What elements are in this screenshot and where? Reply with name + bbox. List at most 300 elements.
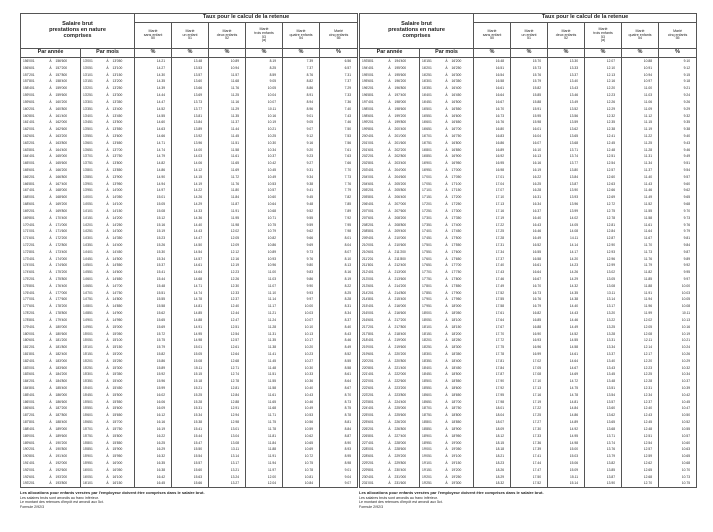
month-sep: À	[106, 440, 109, 445]
table-row	[21, 269, 358, 276]
year-sep: À	[49, 208, 52, 213]
year-to: 163'800	[54, 140, 81, 147]
rate-50: 17.22	[474, 222, 511, 229]
rate-55: 8.55	[320, 358, 358, 365]
rate-53: 13.28	[585, 331, 622, 338]
month-to: 14'300	[111, 228, 135, 235]
rate-53: 11.88	[246, 446, 283, 453]
year-to: 177'000	[54, 290, 81, 297]
month-to: 15'050	[111, 331, 135, 338]
notes-left	[20, 491, 357, 509]
year-to: 159'000	[54, 85, 81, 92]
rate-52: 15.09	[548, 467, 585, 474]
year-from: 219'601	[360, 351, 387, 358]
table-row	[360, 181, 697, 188]
rate-55: 8.28	[320, 296, 358, 303]
year-to: 163'200	[54, 133, 81, 140]
rate-50: 14.55	[135, 113, 172, 120]
rate-50: 16.45	[135, 480, 172, 487]
rate-50: 15.55	[135, 296, 172, 303]
rate-55: 8.46	[320, 337, 358, 344]
rate-55: 7.46	[320, 119, 358, 126]
rate-50: 16.22	[135, 433, 172, 440]
year-from: 220'801	[360, 365, 387, 372]
year-to: 213'600	[393, 276, 420, 283]
rate-53: 13.43	[585, 365, 622, 372]
month-to: 14'900	[111, 310, 135, 317]
rate-52: 11.91	[209, 208, 246, 215]
year-from: 159'601	[21, 99, 48, 106]
table-row	[360, 460, 697, 467]
year-sep: À	[388, 256, 391, 261]
rate-51: 13.73	[172, 99, 209, 106]
rate-50: 14.27	[135, 65, 172, 72]
month-from: 13'351	[81, 106, 105, 113]
rate-51: 15.73	[511, 65, 548, 72]
year-from: 226'801	[360, 433, 387, 440]
month-from: 15'801	[81, 440, 105, 447]
year-to: 226'200	[393, 419, 420, 426]
year-from: 207'001	[360, 208, 387, 215]
rate-50: 17.49	[474, 283, 511, 290]
rate-54: 9.55	[283, 215, 320, 222]
table-row	[360, 446, 697, 453]
rate-51: 16.01	[511, 126, 548, 133]
year-to: 169'200	[54, 201, 81, 208]
rate-52: 13.14	[209, 453, 246, 460]
rate-51: 15.98	[511, 119, 548, 126]
rate-50: 17.04	[474, 181, 511, 188]
year-to: 225'000	[393, 405, 420, 412]
table-row	[360, 467, 697, 474]
year-sep: À	[388, 120, 391, 125]
rate-51: 17.08	[511, 371, 548, 378]
rate-51: 17.30	[511, 426, 548, 433]
rate-55: 10.19	[659, 331, 697, 338]
month-sep: À	[106, 426, 109, 431]
rate-54: 11.96	[622, 303, 659, 310]
year-sep: À	[49, 154, 52, 159]
rate-55: 10.73	[659, 474, 697, 481]
rate-50: 16.02	[135, 392, 172, 399]
rate-53: 13.17	[585, 303, 622, 310]
year-from: 220'201	[360, 358, 387, 365]
month-from: 15'851	[81, 446, 105, 453]
rate-55: 8.64	[320, 378, 358, 385]
month-to: 18'500	[450, 371, 474, 378]
rate-55: 8.84	[320, 426, 358, 433]
rate-50: 14.71	[135, 140, 172, 147]
month-sep: À	[445, 406, 448, 411]
table-row	[21, 174, 358, 181]
year-sep: À	[388, 147, 391, 152]
rate-53: 10.68	[246, 208, 283, 215]
rate-55: 8.37	[320, 317, 358, 324]
rate-52: 11.80	[209, 187, 246, 194]
year-from: 187'801	[21, 419, 48, 426]
rate-53: 12.54	[585, 160, 622, 167]
month-sep: À	[445, 474, 448, 479]
month-to: 16'550	[450, 106, 474, 113]
rate-50: 16.67	[474, 99, 511, 106]
month-sep: À	[445, 161, 448, 166]
year-from: 211'801	[360, 262, 387, 269]
year-from: 230'401	[360, 474, 387, 481]
year-sep: À	[49, 277, 52, 281]
month-to: 13'750	[111, 153, 135, 160]
year-sep: À	[49, 304, 52, 309]
month-from: 17'151	[420, 194, 444, 201]
month-from: 13'401	[81, 113, 105, 120]
rate-53: 10.45	[246, 167, 283, 174]
rate-53: 11.14	[246, 296, 283, 303]
rate-54: 10.36	[283, 378, 320, 385]
rate-51: 13.69	[172, 92, 209, 99]
month-sep: À	[445, 440, 448, 445]
rate-51: 14.12	[172, 167, 209, 174]
year-sep: À	[49, 174, 52, 179]
rate-52: 11.95	[209, 215, 246, 222]
rate-53: 11.00	[246, 269, 283, 276]
rate-52: 12.81	[209, 385, 246, 392]
rate-53: 13.08	[585, 283, 622, 290]
rate-55: 8.34	[320, 310, 358, 317]
col-header-50: Marié sans enfant 50	[474, 23, 511, 49]
month-from: 13'201	[81, 85, 105, 92]
rate-52: 11.44	[209, 126, 246, 133]
table-row	[360, 99, 697, 106]
rate-52: 13.01	[209, 426, 246, 433]
table-row	[360, 474, 697, 481]
year-sep: À	[49, 392, 52, 397]
year-to: 176'400	[54, 283, 81, 290]
rate-50: 18.04	[474, 412, 511, 419]
rate-54: 10.17	[283, 337, 320, 344]
table-row	[360, 269, 697, 276]
month-to: 14'050	[111, 194, 135, 201]
table-row	[360, 276, 697, 283]
month-to: 16'650	[450, 119, 474, 126]
rate-54: 9.93	[283, 290, 320, 297]
rate-54: 10.65	[283, 440, 320, 447]
month-to: 15'500	[111, 392, 135, 399]
rate-52: 13.65	[548, 133, 585, 140]
rate-52: 13.71	[548, 147, 585, 154]
table-row	[21, 405, 358, 412]
rate-52: 12.94	[209, 412, 246, 419]
year-to: 178'800	[54, 310, 81, 317]
month-to: 15'550	[111, 399, 135, 406]
rate-50: 14.66	[135, 133, 172, 140]
rate-50: 16.35	[135, 460, 172, 467]
rate-52: 15.00	[548, 446, 585, 453]
month-from: 13'651	[81, 147, 105, 154]
rate-52: 13.11	[209, 446, 246, 453]
rate-50: 14.79	[135, 153, 172, 160]
year-sep: À	[388, 133, 391, 138]
rate-54: 10.00	[283, 303, 320, 310]
rate-50: 18.12	[474, 433, 511, 440]
rate-52: 15.03	[548, 453, 585, 460]
year-sep: À	[388, 386, 391, 390]
rate-54: 11.88	[622, 283, 659, 290]
rate-50: 15.37	[135, 262, 172, 269]
year-sep: À	[388, 188, 391, 193]
year-sep: À	[388, 236, 391, 241]
month-from: 18'701	[420, 405, 444, 412]
year-sep: À	[387, 480, 393, 487]
table-row	[21, 92, 358, 99]
month-sep: À	[106, 72, 109, 77]
year-to: 200'400	[393, 126, 420, 133]
rate-51: 15.50	[172, 446, 209, 453]
rate-53: 11.48	[246, 365, 283, 372]
rate-54: 10.03	[283, 310, 320, 317]
rate-53: 13.20	[585, 310, 622, 317]
rate-54: 8.82	[283, 78, 320, 85]
rate-51: 17.50	[511, 474, 548, 481]
month-sep: À	[445, 120, 448, 125]
month-to: 18'800	[450, 412, 474, 419]
table-row	[360, 426, 697, 433]
month-from: 14'951	[81, 324, 105, 331]
month-sep: À	[106, 174, 109, 179]
month-sep: À	[445, 297, 448, 302]
month-sep: À	[106, 79, 109, 84]
month-from: 14'401	[81, 249, 105, 256]
rate-53: 13.68	[585, 426, 622, 433]
month-from: 18'351	[420, 358, 444, 365]
month-to: 19'050	[450, 446, 474, 453]
month-to: 16'250	[450, 65, 474, 72]
table-row	[21, 371, 358, 378]
year-from: 209'401	[360, 235, 387, 242]
rate-51: 15.08	[172, 358, 209, 365]
rate-50: 18.18	[474, 446, 511, 453]
year-sep: À	[388, 222, 391, 227]
rate-54: 11.40	[622, 174, 659, 181]
table-row	[21, 187, 358, 194]
year-to: 201'600	[393, 140, 420, 147]
month-to: 15'650	[111, 412, 135, 419]
rate-52: 14.26	[548, 269, 585, 276]
year-from: 224'401	[360, 405, 387, 412]
notes-line2: Le montant des retenues d'impôt est arrondi aux 5ct.	[359, 500, 443, 505]
year-to: 171'000	[54, 222, 81, 229]
tax-rate-table-left	[20, 13, 358, 488]
rate-52: 12.33	[209, 290, 246, 297]
year-to: 190'200	[54, 440, 81, 447]
month-from: 17'951	[420, 303, 444, 310]
table-row	[360, 399, 697, 406]
rate-52: 14.92	[548, 426, 585, 433]
month-sep: À	[445, 59, 448, 63]
rate-50: 17.61	[474, 310, 511, 317]
table-row	[360, 324, 697, 331]
left-tax-table-panel	[20, 13, 357, 510]
rate-54: 9.80	[283, 262, 320, 269]
rate-51: 15.76	[511, 72, 548, 79]
month-to: 16'950	[450, 160, 474, 167]
month-from: 17'351	[420, 222, 444, 229]
month-sep: À	[445, 106, 448, 111]
rate-52: 14.86	[548, 412, 585, 419]
year-sep: À	[388, 202, 391, 207]
rate-53: 11.65	[246, 399, 283, 406]
year-from: 195'001	[360, 72, 387, 79]
col-header-53: Marié trois enfants 53 (a)	[246, 23, 283, 49]
month-sep: À	[445, 345, 448, 350]
rate-52: 11.37	[209, 119, 246, 126]
year-to: 172'200	[54, 235, 81, 242]
rate-54: 12.20	[622, 358, 659, 365]
rate-52: 14.40	[548, 303, 585, 310]
rate-52: 11.57	[209, 72, 246, 79]
table-row	[360, 249, 697, 256]
rate-54: 11.70	[622, 242, 659, 249]
rate-54: 9.73	[283, 249, 320, 256]
month-to: 13'700	[111, 147, 135, 154]
month-from: 15'001	[81, 331, 105, 338]
month-sep: À	[106, 195, 109, 200]
month-from: 15'101	[81, 344, 105, 351]
month-from: 18'201	[420, 337, 444, 344]
rate-52: 14.32	[548, 283, 585, 290]
year-from: 213'601	[360, 283, 387, 290]
rate-50: 14.60	[135, 119, 172, 126]
month-from: 14'101	[81, 208, 105, 215]
year-to: 224'400	[393, 399, 420, 406]
year-to: 165'000	[54, 153, 81, 160]
year-to: 222'600	[393, 378, 420, 385]
year-to: 195'000	[393, 65, 420, 72]
table-row	[360, 303, 697, 310]
table-row	[21, 317, 358, 324]
rate-51: 15.85	[511, 92, 548, 99]
year-to: 208'800	[393, 222, 420, 229]
rate-53: 12.13	[585, 72, 622, 79]
month-from: 16'451	[420, 99, 444, 106]
rate-53: 11.91	[246, 453, 283, 460]
year-sep: À	[49, 440, 52, 445]
rate-52: 13.74	[548, 153, 585, 160]
rate-54: 11.55	[622, 208, 659, 215]
rate-51: 17.52	[511, 480, 548, 487]
rate-55: 7.29	[320, 85, 358, 92]
month-to: 17'050	[450, 174, 474, 181]
rate-52: 11.29	[209, 106, 246, 113]
rate-55: 10.32	[659, 365, 697, 372]
rate-51: 15.11	[172, 365, 209, 372]
rate-50: 16.70	[474, 106, 511, 113]
month-to: 17'550	[450, 242, 474, 249]
table-row	[21, 72, 358, 79]
year-sep: À	[388, 311, 391, 316]
month-sep: À	[106, 297, 109, 302]
rate-50: 16.64	[474, 92, 511, 99]
month-to: 18'050	[450, 310, 474, 317]
rate-54: 10.30	[283, 365, 320, 372]
month-from: 16'351	[420, 85, 444, 92]
month-from: 16'751	[420, 140, 444, 147]
rate-50: 16.19	[135, 426, 172, 433]
rate-53: 8.59	[246, 72, 283, 79]
year-to: 159'600	[54, 92, 81, 99]
year-to: 217'200	[393, 317, 420, 324]
table-row	[21, 426, 358, 433]
rate-54: 9.41	[283, 187, 320, 194]
year-to: 170'400	[54, 215, 81, 222]
rate-50: 17.40	[474, 262, 511, 269]
year-sep: À	[388, 413, 391, 418]
rate-54: 12.62	[622, 460, 659, 467]
year-from: 175'201	[21, 276, 48, 283]
month-sep: À	[106, 345, 109, 350]
rate-51: 15.91	[511, 106, 548, 113]
rate-53: 10.93	[246, 256, 283, 263]
rate-51: 15.88	[511, 99, 548, 106]
rate-54: 10.59	[283, 426, 320, 433]
month-sep: À	[445, 263, 448, 268]
month-to: 13'450	[111, 113, 135, 120]
year-to: 180'000	[54, 324, 81, 331]
pct-header: %	[659, 49, 697, 58]
month-to: 18'750	[450, 405, 474, 412]
year-sep: À	[388, 358, 391, 363]
month-from: 18'251	[420, 344, 444, 351]
year-from: 221'401	[360, 371, 387, 378]
rate-54: 11.52	[622, 201, 659, 208]
rate-51: 15.21	[172, 385, 209, 392]
year-sep: À	[49, 270, 52, 275]
month-from: 14'001	[81, 194, 105, 201]
month-to: 16'050	[111, 467, 135, 474]
rate-52: 12.88	[209, 399, 246, 406]
year-to: 229'800	[393, 460, 420, 467]
table-row	[21, 85, 358, 92]
rate-52: 15.11	[548, 474, 585, 481]
year-sep: À	[49, 386, 52, 390]
month-to: 16'350	[450, 78, 474, 85]
table-row	[21, 140, 358, 147]
rate-52: 14.61	[548, 351, 585, 358]
table-row	[21, 235, 358, 242]
rate-55: 8.95	[320, 453, 358, 460]
rate-51: 16.90	[511, 331, 548, 338]
table-row	[360, 65, 697, 72]
month-to: 19'000	[450, 440, 474, 447]
month-to: 17'200	[450, 194, 474, 201]
year-sep: À	[388, 372, 391, 377]
year-from: 207'601	[360, 215, 387, 222]
table-row	[21, 310, 358, 317]
rate-53: 11.81	[246, 433, 283, 440]
rate-50: 16.48	[474, 58, 511, 65]
table-row	[21, 194, 358, 201]
rate-53: 12.75	[585, 208, 622, 215]
month-to: 17'750	[450, 269, 474, 276]
year-to: 160'200	[54, 99, 81, 106]
table-row	[21, 453, 358, 460]
rate-53: 12.84	[585, 228, 622, 235]
year-from: 162'601	[21, 133, 48, 140]
month-to: 19'100	[450, 453, 474, 460]
table-row	[360, 371, 697, 378]
year-from: 172'201	[21, 242, 48, 249]
rate-51: 15.34	[172, 412, 209, 419]
year-sep: À	[388, 297, 391, 302]
table-row	[21, 249, 358, 256]
